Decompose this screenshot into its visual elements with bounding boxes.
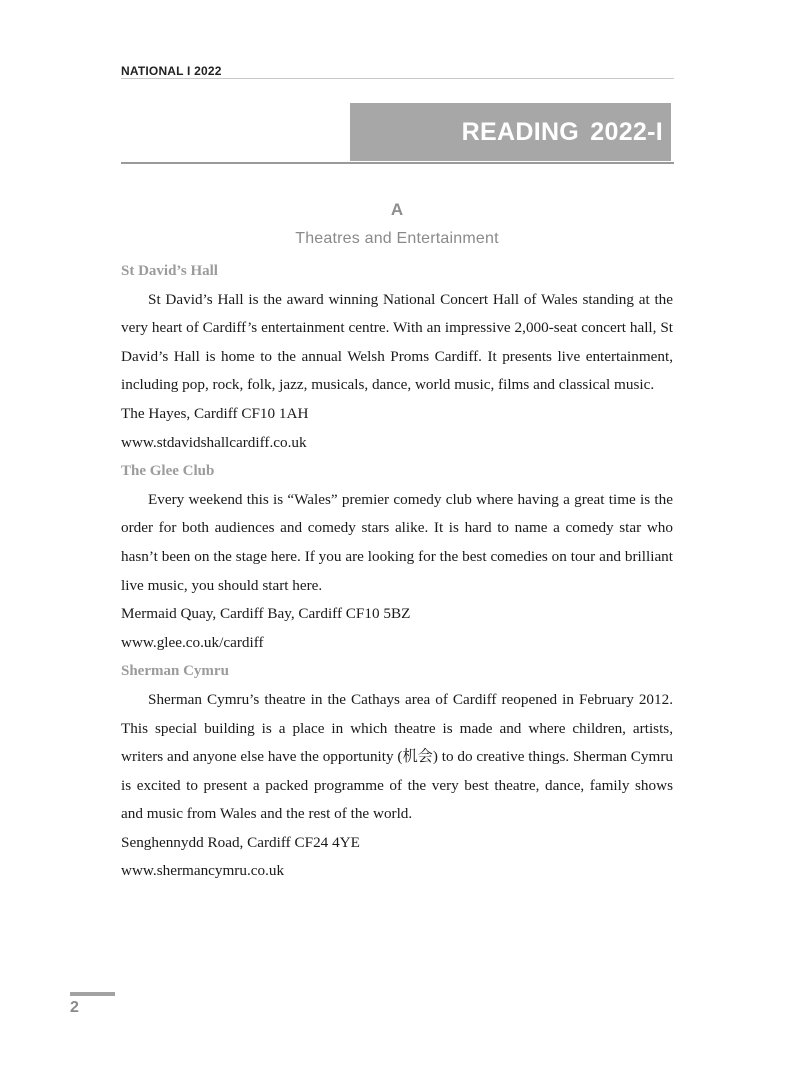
- passage-letter: A: [390, 200, 404, 219]
- venue-address: Senghennydd Road, Cardiff CF24 4YE: [121, 833, 360, 851]
- passage-title: Theatres and Entertainment: [295, 230, 499, 247]
- venue-block: [121, 457, 673, 657]
- header-divider: [121, 78, 674, 79]
- passage-body: [121, 257, 673, 886]
- page-number: 2: [70, 999, 79, 1016]
- footer-divider: [70, 992, 115, 996]
- venue-description: Every weekend this is “Wales” premier comedy club where having a great time is the order for both audiences and comedy stars alike. It is hard to name a comedy star who hasn’t been on the stage here. If you are looking for the best comedies on tour and brilliant live music, you should start here.: [121, 490, 673, 594]
- venue-block: [121, 257, 673, 457]
- venue-description: St David’s Hall is the award winning National Concert Hall of Wales standing at the very heart of Cardiff’s entertainment centre. With an impressive 2,000-seat concert hall, St David’s Hall is home to the annual Welsh Proms Cardiff. It presents live entertainment, including pop, rock, folk, jazz, musicals, dance, world music, films and classical music.: [121, 290, 673, 394]
- section-banner: [350, 103, 671, 161]
- venue-block: [121, 657, 673, 886]
- section-banner-title: READING 2022-I: [461, 117, 663, 146]
- running-header: NATIONAL I 2022: [121, 64, 222, 78]
- venue-name: St David’s Hall: [121, 263, 218, 279]
- venue-description: Sherman Cymru’s theatre in the Cathays area of Cardiff reopened in February 2012. This special building is a place in which theatre is made and where children, artists, writers and anyone else have the opportunity (机会) to do creative things. Sherman Cymru is excited to present a packed programme of the very best theatre, dance, family shows and music from Wales and the rest of the world.: [121, 690, 673, 823]
- venue-website: www.shermancymru.co.uk: [121, 862, 285, 880]
- banner-divider: [121, 162, 674, 164]
- venue-address: The Hayes, Cardiff CF10 1AH: [121, 404, 309, 422]
- venue-website: www.stdavidshallcardiff.co.uk: [121, 433, 307, 451]
- venue-website: www.glee.co.uk/cardiff: [121, 633, 264, 651]
- venue-address: Mermaid Quay, Cardiff Bay, Cardiff CF10 5BZ: [121, 605, 411, 623]
- venue-name: The Glee Club: [121, 463, 215, 480]
- venue-name: Sherman Cymru: [121, 663, 229, 680]
